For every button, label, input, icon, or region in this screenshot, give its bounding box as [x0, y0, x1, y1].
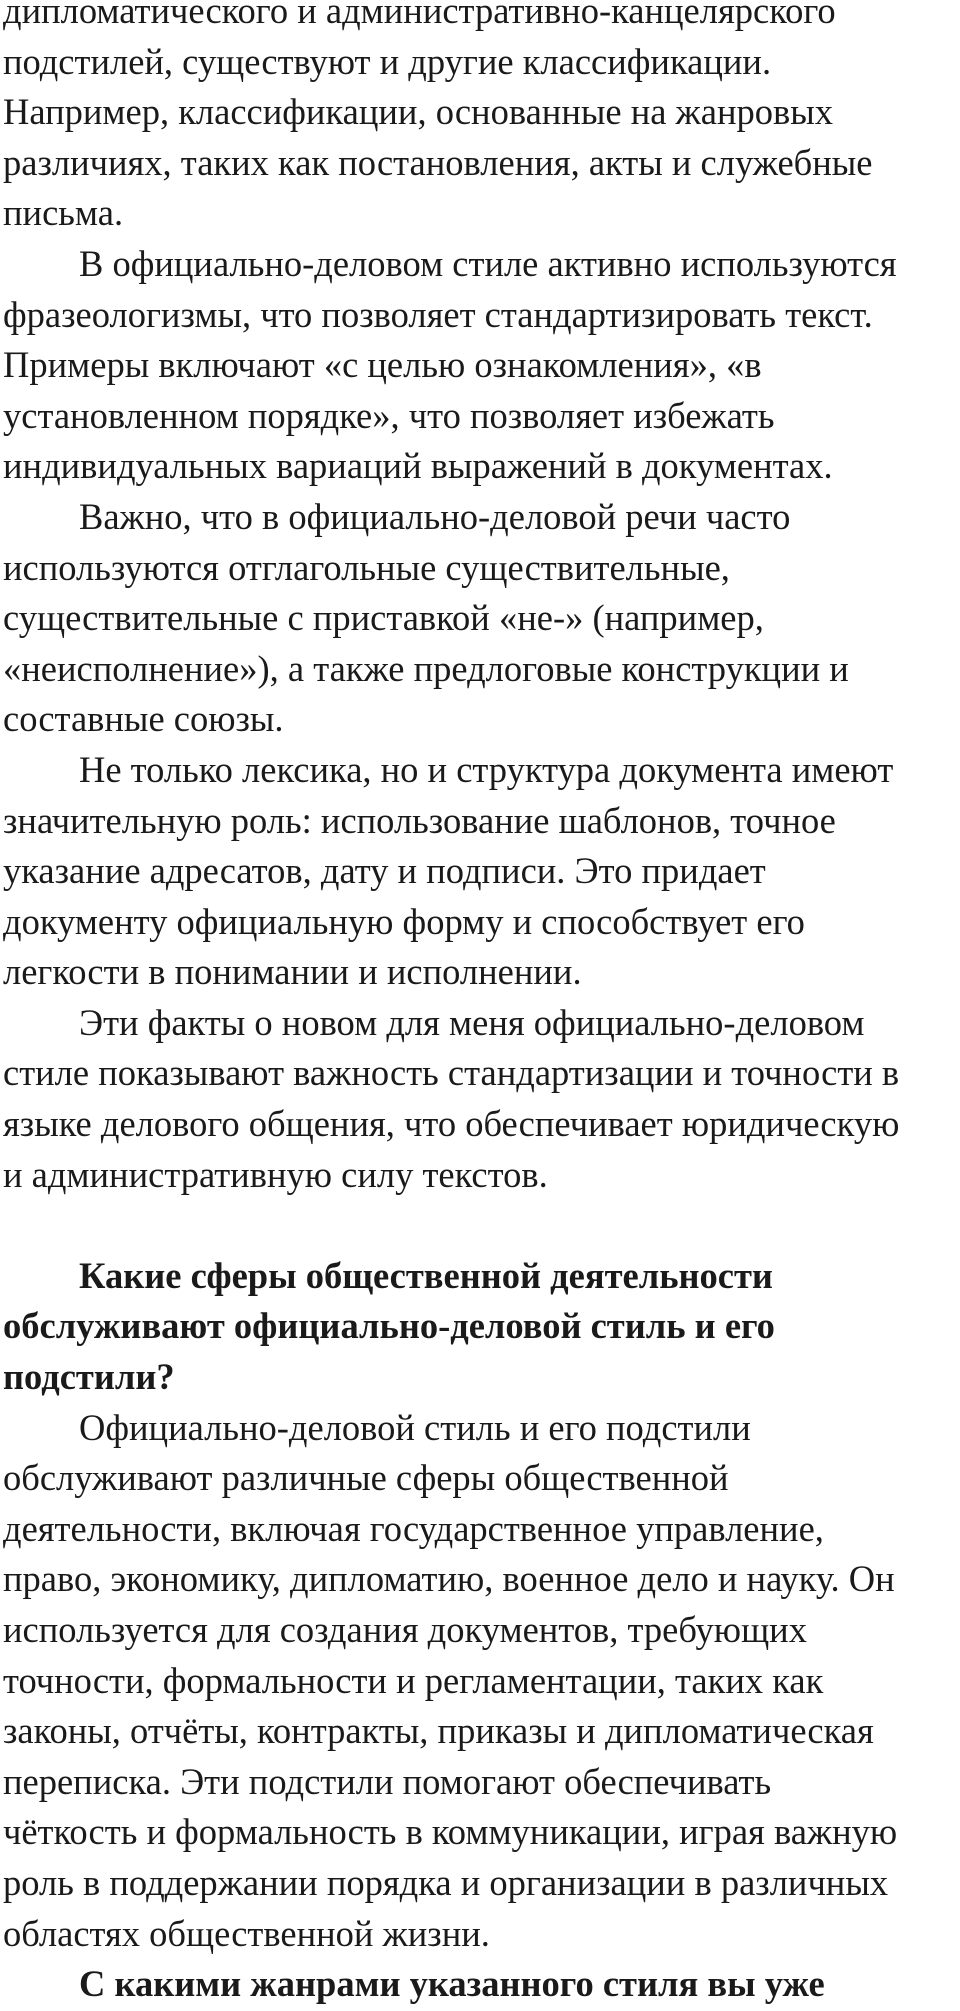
- body-paragraph: [3, 239, 957, 492]
- text-line: составные союзы.: [3, 698, 284, 740]
- text-line: Не только лексика, но и структура документа имеют: [79, 748, 894, 790]
- text-line: существительные с приставкой «не-» (например,: [3, 597, 764, 639]
- text-line: В официально-деловом стиле активно используются: [79, 242, 897, 284]
- body-paragraph: [3, 745, 957, 998]
- heading-line: подстили?: [3, 1356, 175, 1398]
- heading-line: С какими жанрами указанного стиля вы уже: [79, 1963, 825, 2005]
- text-line: право, экономику, дипломатию, военное дело и науку. Он: [3, 1558, 895, 1600]
- body-paragraph: [3, 492, 957, 745]
- text-line: легкости в понимании и исполнении.: [3, 951, 582, 993]
- heading-line: Какие сферы общественной деятельности: [79, 1254, 773, 1296]
- text-line: «неисполнение»), а также предлоговые конструкции и: [3, 647, 849, 689]
- text-line: Примеры включают «с целью ознакомления», «в: [3, 344, 762, 386]
- heading-line: обслуживают официально-деловой стиль и его: [3, 1305, 775, 1347]
- text-line: используются отглагольные существительные,: [3, 546, 730, 588]
- text-line: законы, отчёты, контракты, приказы и дипломатическая: [3, 1710, 874, 1752]
- blank-spacer: [3, 1200, 957, 1251]
- text-line: Официально-деловой стиль и его подстили: [79, 1406, 751, 1448]
- text-line: фразеологизмы, что позволяет стандартизировать текст.: [3, 293, 873, 335]
- text-line: дипломатического и административно-канцелярского: [3, 0, 836, 31]
- text-line: Например, классификации, основанные на жанровых: [3, 91, 834, 133]
- text-line: чёткость и формальность в коммуникации, играя важную: [3, 1811, 898, 1853]
- text-line: языке делового общения, что обеспечивает юридическую: [3, 1103, 900, 1145]
- text-line: письма.: [3, 192, 124, 234]
- body-paragraph: [3, 0, 957, 239]
- body-paragraph: [3, 998, 957, 1200]
- text-line: различиях, таких как постановления, акты и служебные: [3, 141, 873, 183]
- text-line: установленном порядке», что позволяет избежать: [3, 394, 775, 436]
- text-line: точности, формальности и регламентации, таких как: [3, 1659, 824, 1701]
- text-line: используется для создания документов, требующих: [3, 1609, 807, 1650]
- text-line: областях общественной жизни.: [3, 1912, 490, 1954]
- text-line: роль в поддержании порядка и организации в различных: [3, 1861, 889, 1903]
- text-line: и административную силу текстов.: [3, 1153, 548, 1195]
- question-heading: [3, 1251, 957, 1403]
- text-line: индивидуальных вариаций выражений в документах.: [3, 445, 833, 487]
- body-paragraph: [3, 1403, 957, 1960]
- text-line: деятельности, включая государственное управление,: [3, 1507, 824, 1549]
- text-line: переписка. Эти подстили помогают обеспечивать: [3, 1760, 772, 1802]
- text-line: Эти факты о новом для меня официально-деловом: [79, 1001, 865, 1043]
- text-line: стиле показывают важность стандартизации и точности в: [3, 1052, 900, 1094]
- text-line: значительную роль: использование шаблонов, точное: [3, 799, 836, 841]
- document-page: [3, 0, 957, 2010]
- text-line: Важно, что в официально-деловой речи часто: [79, 495, 791, 537]
- text-line: подстилей, существуют и другие классификации.: [3, 40, 772, 82]
- text-line: указание адресатов, дату и подписи. Это придает: [3, 850, 766, 892]
- text-line: обслуживают различные сферы общественной: [3, 1457, 729, 1499]
- question-heading: [3, 1959, 957, 2010]
- text-line: документу официальную форму и способствует его: [3, 900, 805, 942]
